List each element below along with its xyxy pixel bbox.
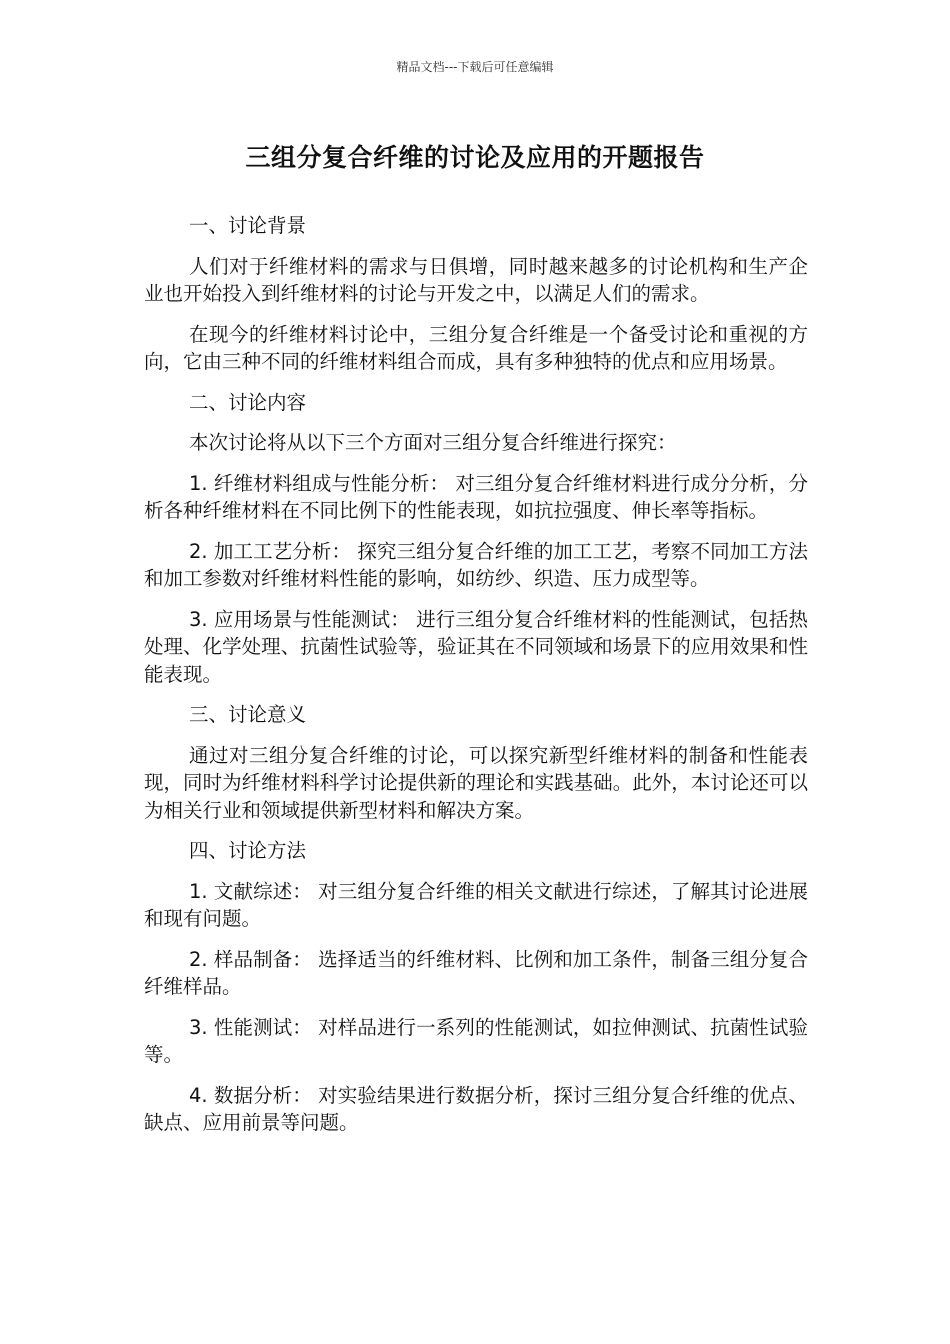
methods-item-3: 3. 性能测试： 对样品进行一系列的性能测试，如拉伸测试、抗菌性试验等。: [144, 1015, 808, 1066]
content-intro: 本次讨论将从以下三个方面对三组分复合纤维进行探究：: [189, 431, 677, 454]
methods-item-4: 4. 数据分析： 对实验结果进行数据分析，探讨三组分复合纤维的优点、缺点、应用前景等问题。: [144, 1083, 808, 1134]
content-item-2: 2. 加工工艺分析： 探究三组分复合纤维的加工工艺，考察不同加工方法和加工参数对纤维材料性能的影响，如纺纱、织造、压力成型等。: [144, 539, 808, 590]
document-title: 三组分复合纤维的讨论及应用的开题报告: [245, 143, 705, 172]
section-heading-significance: 三、讨论意义: [189, 703, 307, 726]
content-item-1: 1. 纤维材料组成与性能分析： 对三组分复合纤维材料进行成分分析，分析各种纤维材料在不同比例下的性能表现，如抗拉强度、伸长率等指标。: [144, 471, 808, 522]
content-item-3: 3. 应用场景与性能测试： 进行三组分复合纤维材料的性能测试，包括热处理、化学处理、抗菌性试验等，验证其在不同领域和场景下的应用效果和性能表现。: [144, 607, 808, 686]
significance-paragraph: 通过对三组分复合纤维的讨论，可以探究新型纤维材料的制备和性能表现，同时为纤维材料科学讨论提供新的理论和实践基础。此外，本讨论还可以为相关行业和领域提供新型材料和解决方案。: [144, 743, 808, 822]
methods-item-2: 2. 样品制备： 选择适当的纤维材料、比例和加工条件，制备三组分复合纤维样品。: [144, 947, 808, 998]
section-heading-methods: 四、讨论方法: [189, 839, 307, 862]
section-heading-content: 二、讨论内容: [189, 390, 307, 414]
section-heading-background: 一、讨论背景: [189, 214, 307, 237]
document-body: [144, 212, 808, 1150]
background-paragraph-1: 人们对于纤维材料的需求与日俱增，同时越来越多的讨论机构和生产企业也开始投入到纤维材料的讨论与开发之中，以满足人们的需求。: [144, 254, 808, 305]
page-header-note: 精品文档---下载后可任意编辑: [396, 60, 554, 74]
background-paragraph-2: 在现今的纤维材料讨论中，三组分复合纤维是一个备受讨论和重视的方向，它由三种不同的纤维材料组合而成，具有多种独特的优点和应用场景。: [144, 322, 808, 373]
methods-item-1: 1. 文献综述： 对三组分复合纤维的相关文献进行综述，了解其讨论进展和现有问题。: [144, 879, 808, 930]
